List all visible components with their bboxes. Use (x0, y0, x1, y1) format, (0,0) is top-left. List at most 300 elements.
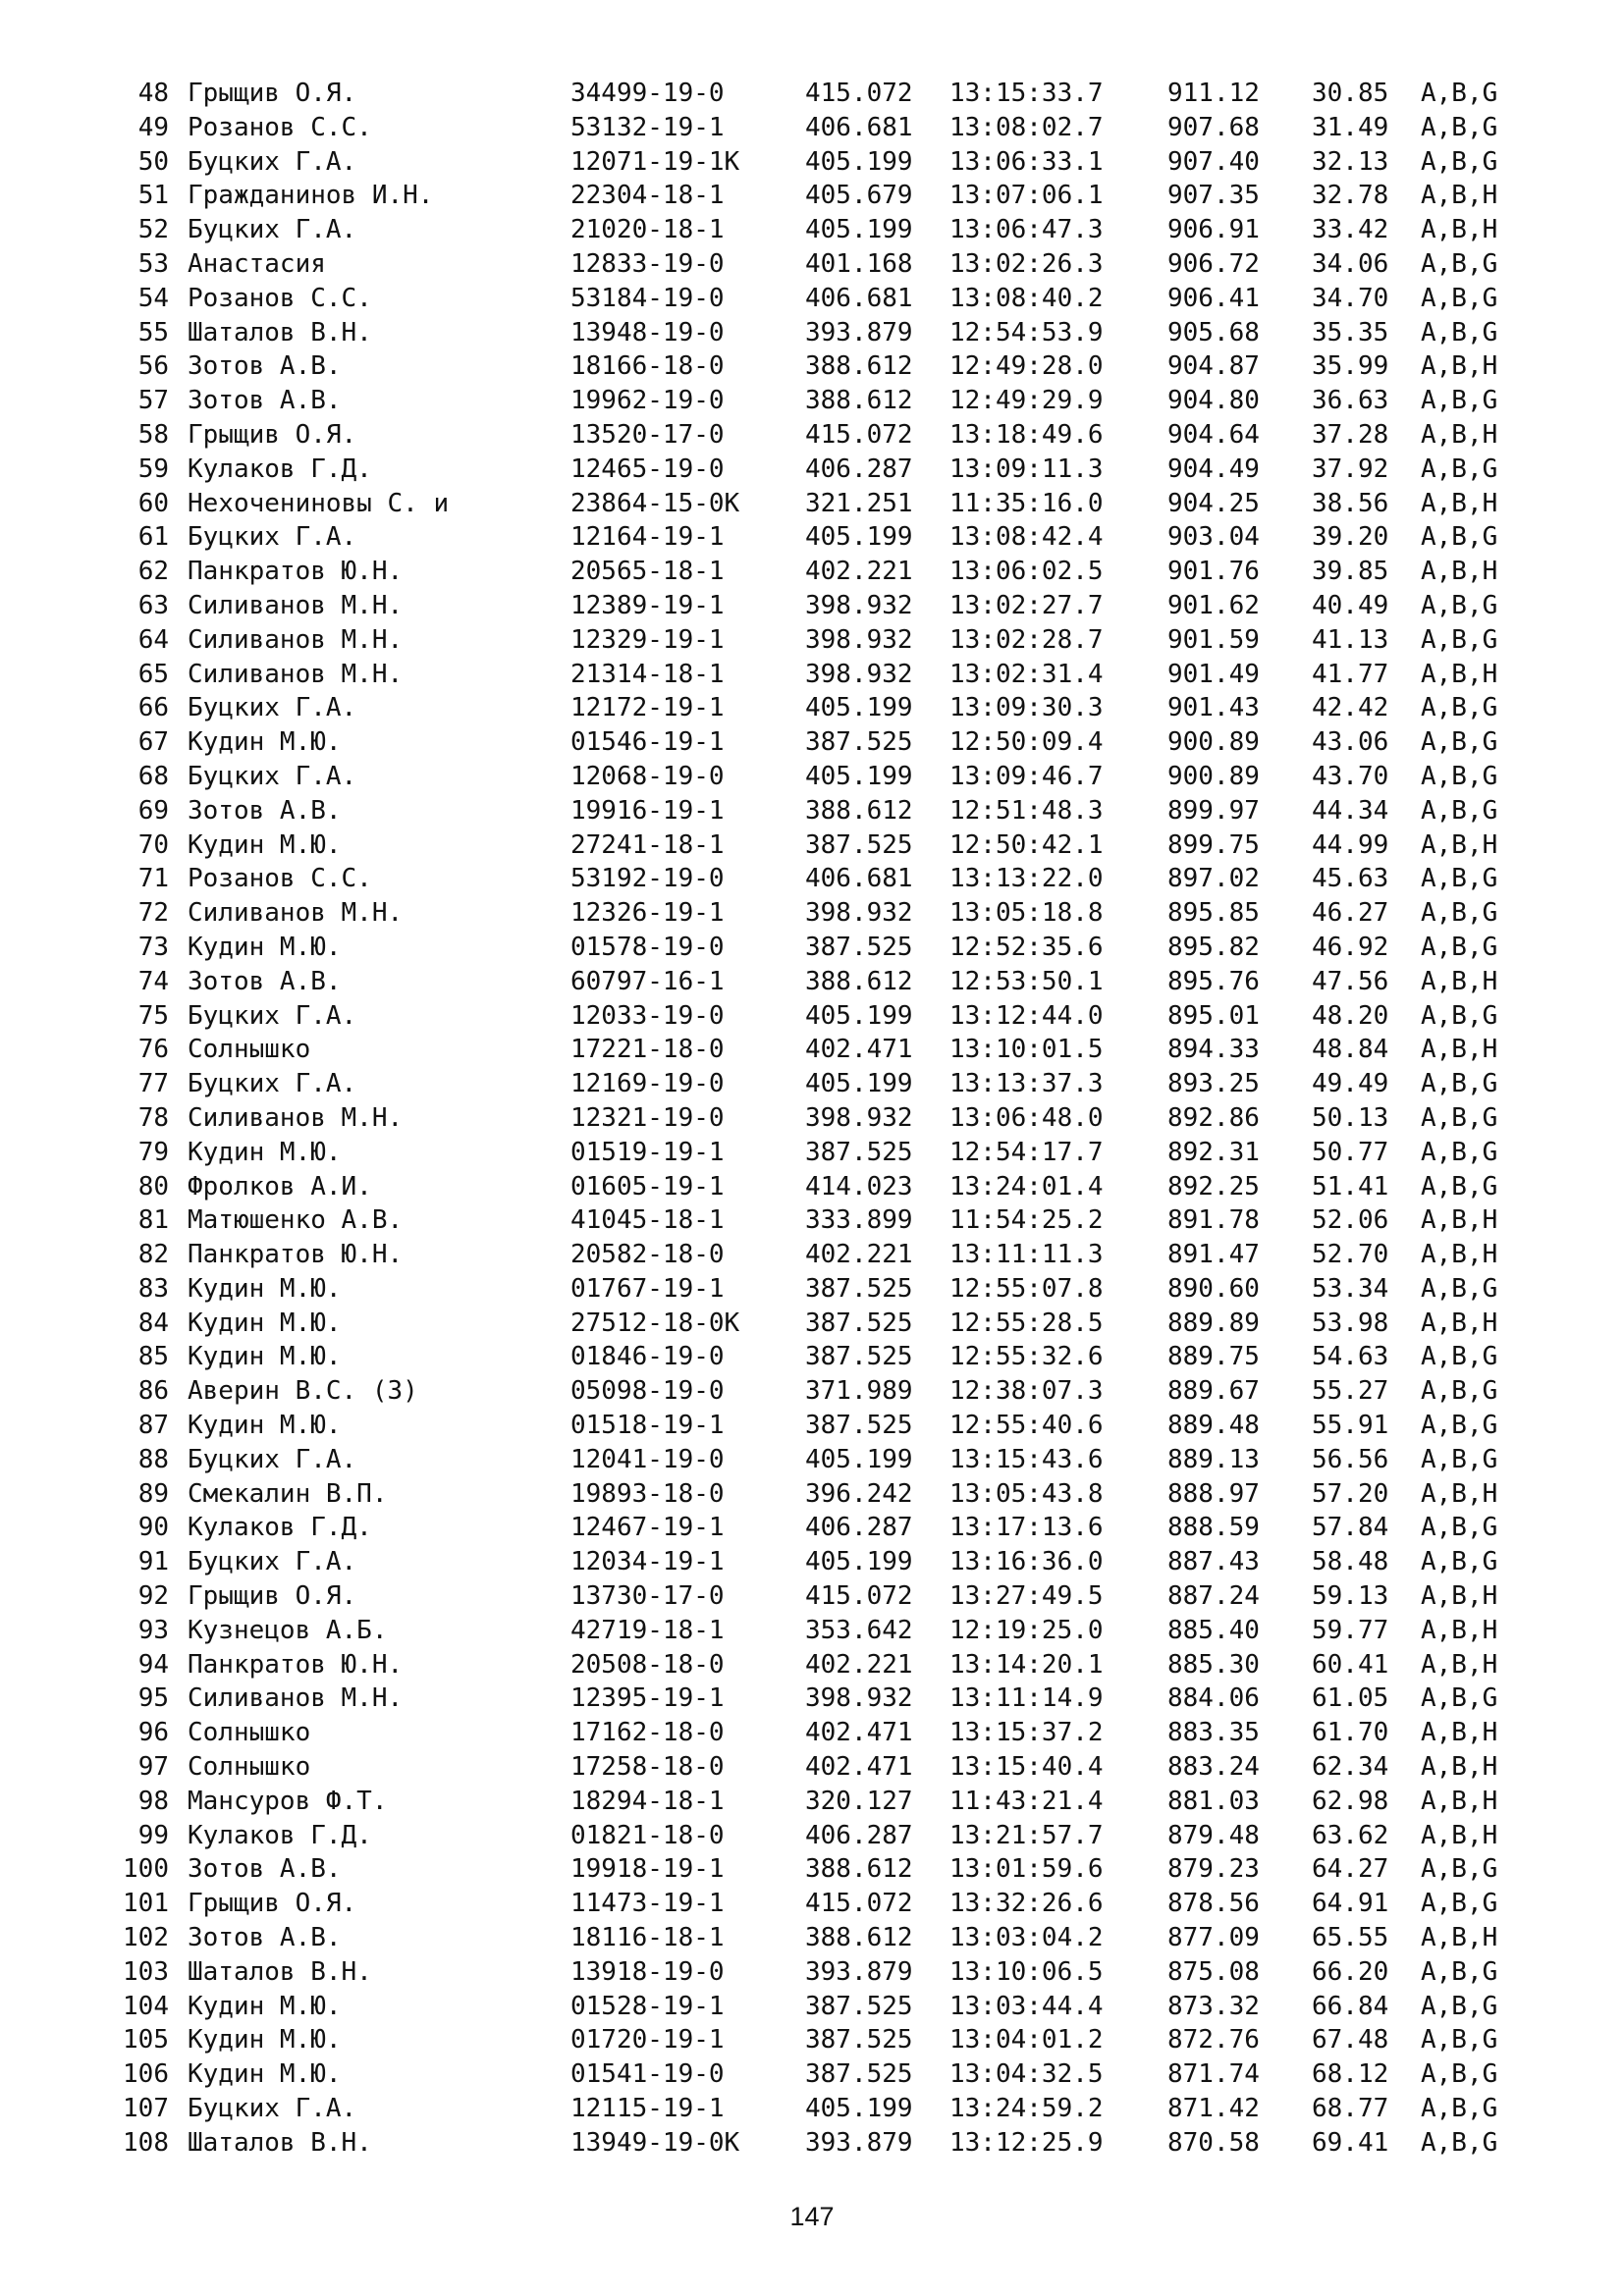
ring-number: 12329-19-1 (570, 624, 725, 655)
distance: 405.679 (805, 181, 913, 211)
fancier-name: Зотов А.В. (188, 966, 342, 996)
ring-number: 21020-18-1 (570, 215, 725, 245)
table-row (0, 349, 1624, 384)
table-row (0, 1170, 1624, 1204)
classes: A,B,G (1421, 1000, 1498, 1031)
row-number: 62 (137, 557, 169, 587)
speed: 906.91 (1167, 215, 1260, 245)
coefficient: 62.34 (1312, 1752, 1389, 1783)
speed: 906.41 (1167, 283, 1260, 313)
arrival-time: 13:24:59.2 (949, 2094, 1104, 2124)
row-number: 86 (137, 1376, 169, 1407)
classes: A,B,H (1421, 1752, 1498, 1783)
table-row (0, 1067, 1624, 1101)
arrival-time: 13:13:22.0 (949, 864, 1104, 894)
classes: A,B,G (1421, 2094, 1498, 2124)
classes: A,B,H (1421, 1240, 1498, 1270)
page-number: 147 (789, 2202, 835, 2231)
coefficient: 61.70 (1312, 1718, 1389, 1748)
classes: A,B,G (1421, 1411, 1498, 1441)
fancier-name: Розанов С.С. (188, 283, 372, 313)
table-row (0, 111, 1624, 145)
table-row (0, 2126, 1624, 2161)
ring-number: 22304-18-1 (570, 181, 725, 211)
row-number: 82 (137, 1240, 169, 1270)
classes: A,B,H (1421, 181, 1498, 211)
table-row (0, 1716, 1624, 1750)
ring-number: 12169-19-0 (570, 1069, 725, 1099)
arrival-time: 12:55:28.5 (949, 1308, 1104, 1338)
ring-number: 01518-19-1 (570, 1411, 725, 1441)
coefficient: 40.49 (1312, 590, 1389, 620)
distance: 398.932 (805, 1683, 913, 1714)
classes: A,B,H (1421, 1308, 1498, 1338)
speed: 883.35 (1167, 1718, 1260, 1748)
classes: A,B,G (1421, 932, 1498, 962)
fancier-name: Буцких Г.А. (188, 1444, 357, 1474)
ring-number: 01578-19-0 (570, 932, 725, 962)
ring-number: 12321-19-0 (570, 1102, 725, 1133)
coefficient: 35.99 (1312, 351, 1389, 382)
classes: A,B,G (1421, 112, 1498, 142)
arrival-time: 13:09:11.3 (949, 454, 1104, 484)
fancier-name: Кулаков Г.Д. (188, 1820, 372, 1850)
coefficient: 48.84 (1312, 1035, 1389, 1065)
table-row (0, 2092, 1624, 2126)
fancier-name: Кудин М.Ю. (188, 829, 342, 860)
classes: A,B,G (1421, 795, 1498, 826)
arrival-time: 13:15:40.4 (949, 1752, 1104, 1783)
ring-number: 18294-18-1 (570, 1786, 725, 1816)
row-number: 99 (137, 1820, 169, 1850)
ring-number: 01846-19-0 (570, 1342, 725, 1372)
classes: A,B,H (1421, 1923, 1498, 1953)
coefficient: 32.13 (1312, 146, 1389, 177)
ring-number: 12115-19-1 (570, 2094, 725, 2124)
distance: 414.023 (805, 1171, 913, 1201)
row-number: 68 (137, 761, 169, 791)
speed: 907.40 (1167, 146, 1260, 177)
row-number: 70 (137, 829, 169, 860)
table-row (0, 1272, 1624, 1307)
coefficient: 61.05 (1312, 1683, 1389, 1714)
ring-number: 12164-19-1 (570, 522, 725, 553)
arrival-time: 12:54:17.7 (949, 1137, 1104, 1167)
arrival-time: 12:38:07.3 (949, 1376, 1104, 1407)
distance: 388.612 (805, 386, 913, 416)
arrival-time: 13:13:37.3 (949, 1069, 1104, 1099)
table-row (0, 1852, 1624, 1887)
classes: A,B,G (1421, 727, 1498, 758)
distance: 405.199 (805, 146, 913, 177)
ring-number: 60797-16-1 (570, 966, 725, 996)
coefficient: 51.41 (1312, 1171, 1389, 1201)
coefficient: 34.70 (1312, 283, 1389, 313)
coefficient: 58.48 (1312, 1547, 1389, 1577)
fancier-name: Кудин М.Ю. (188, 1342, 342, 1372)
coefficient: 68.12 (1312, 2059, 1389, 2090)
ring-number: 13949-19-0K (570, 2127, 740, 2158)
row-number: 53 (137, 248, 169, 279)
coefficient: 32.78 (1312, 181, 1389, 211)
arrival-time: 13:21:57.7 (949, 1820, 1104, 1850)
fancier-name: Грыщив О.Я. (188, 79, 357, 108)
speed: 899.75 (1167, 829, 1260, 860)
coefficient: 69.41 (1312, 2127, 1389, 2158)
classes: A,B,H (1421, 1205, 1498, 1236)
ring-number: 12389-19-1 (570, 590, 725, 620)
arrival-time: 13:18:49.6 (949, 419, 1104, 450)
coefficient: 59.13 (1312, 1581, 1389, 1612)
table-row (0, 384, 1624, 418)
classes: A,B,H (1421, 1478, 1498, 1509)
arrival-time: 12:55:07.8 (949, 1273, 1104, 1304)
coefficient: 39.20 (1312, 522, 1389, 553)
classes: A,B,H (1421, 1820, 1498, 1850)
speed: 900.89 (1167, 761, 1260, 791)
fancier-name: Нехочениновы С. и (188, 488, 450, 518)
ring-number: 41045-18-1 (570, 1205, 725, 1236)
table-row (0, 1511, 1624, 1545)
distance: 320.127 (805, 1786, 913, 1816)
row-number: 91 (137, 1547, 169, 1577)
classes: A,B,H (1421, 215, 1498, 245)
ring-number: 13948-19-0 (570, 317, 725, 347)
classes: A,B,G (1421, 1854, 1498, 1885)
table-row (0, 1955, 1624, 1990)
row-number: 87 (137, 1411, 169, 1441)
ring-number: 42719-18-1 (570, 1615, 725, 1645)
arrival-time: 13:11:14.9 (949, 1683, 1104, 1714)
fancier-name: Силиванов М.Н. (188, 1683, 404, 1714)
classes: A,B,G (1421, 1889, 1498, 1919)
speed: 891.78 (1167, 1205, 1260, 1236)
speed: 904.64 (1167, 419, 1260, 450)
row-number: 85 (137, 1342, 169, 1372)
fancier-name: Буцких Г.А. (188, 693, 357, 723)
classes: A,B,G (1421, 1956, 1498, 1987)
row-number: 64 (137, 624, 169, 655)
arrival-time: 13:06:02.5 (949, 557, 1104, 587)
ring-number: 27241-18-1 (570, 829, 725, 860)
classes: A,B,H (1421, 1786, 1498, 1816)
arrival-time: 13:12:44.0 (949, 1000, 1104, 1031)
speed: 878.56 (1167, 1889, 1260, 1919)
speed: 901.59 (1167, 624, 1260, 655)
classes: A,B,H (1421, 351, 1498, 382)
arrival-time: 13:10:01.5 (949, 1035, 1104, 1065)
speed: 885.30 (1167, 1649, 1260, 1680)
classes: A,B,H (1421, 659, 1498, 689)
ring-number: 12326-19-1 (570, 898, 725, 929)
fancier-name: Силиванов М.Н. (188, 624, 404, 655)
arrival-time: 13:03:44.4 (949, 1991, 1104, 2021)
fancier-name: Силиванов М.Н. (188, 590, 404, 620)
fancier-name: Панкратов Ю.Н. (188, 557, 404, 587)
fancier-name: Солнышко (188, 1718, 311, 1748)
arrival-time: 12:19:25.0 (949, 1615, 1104, 1645)
classes: A,B,G (1421, 386, 1498, 416)
table-row (0, 828, 1624, 863)
row-number: 90 (137, 1513, 169, 1543)
classes: A,B,G (1421, 1273, 1498, 1304)
fancier-name: Розанов С.С. (188, 112, 372, 142)
fancier-name: Зотов А.В. (188, 1854, 342, 1885)
classes: A,B,G (1421, 454, 1498, 484)
arrival-time: 13:16:36.0 (949, 1547, 1104, 1577)
fancier-name: Зотов А.В. (188, 386, 342, 416)
arrival-time: 13:02:31.4 (949, 659, 1104, 689)
coefficient: 57.20 (1312, 1478, 1389, 1509)
coefficient: 46.92 (1312, 932, 1389, 962)
coefficient: 47.56 (1312, 966, 1389, 996)
speed: 884.06 (1167, 1683, 1260, 1714)
classes: A,B,H (1421, 829, 1498, 860)
speed: 905.68 (1167, 317, 1260, 347)
speed: 883.24 (1167, 1752, 1260, 1783)
arrival-time: 13:07:06.1 (949, 181, 1104, 211)
table-row (0, 999, 1624, 1034)
fancier-name: Фролков А.И. (188, 1171, 372, 1201)
row-number: 55 (137, 317, 169, 347)
table-row (0, 896, 1624, 931)
row-number: 101 (123, 1889, 169, 1919)
arrival-time: 13:08:42.4 (949, 522, 1104, 553)
row-number: 67 (137, 727, 169, 758)
fancier-name: Гражданинов И.Н. (188, 181, 434, 211)
ring-number: 01546-19-1 (570, 727, 725, 758)
row-number: 103 (123, 1956, 169, 1987)
arrival-time: 11:43:21.4 (949, 1786, 1104, 1816)
coefficient: 68.77 (1312, 2094, 1389, 2124)
fancier-name: Панкратов Ю.Н. (188, 1649, 404, 1680)
speed: 895.01 (1167, 1000, 1260, 1031)
classes: A,B,G (1421, 1513, 1498, 1543)
speed: 889.48 (1167, 1411, 1260, 1441)
table-row (0, 316, 1624, 350)
row-number: 97 (137, 1752, 169, 1783)
classes: A,B,G (1421, 2127, 1498, 2158)
distance: 406.681 (805, 283, 913, 313)
distance: 405.199 (805, 761, 913, 791)
speed: 888.97 (1167, 1478, 1260, 1509)
distance: 405.199 (805, 1000, 913, 1031)
arrival-time: 13:04:01.2 (949, 2025, 1104, 2056)
table-row (0, 282, 1624, 316)
coefficient: 65.55 (1312, 1923, 1389, 1953)
distance: 405.199 (805, 693, 913, 723)
speed: 881.03 (1167, 1786, 1260, 1816)
speed: 889.13 (1167, 1444, 1260, 1474)
distance: 387.525 (805, 1273, 913, 1304)
fancier-name: Силиванов М.Н. (188, 659, 404, 689)
fancier-name: Буцких Г.А. (188, 1547, 357, 1577)
ring-number: 20565-18-1 (570, 557, 725, 587)
row-number: 78 (137, 1102, 169, 1133)
fancier-name: Шаталов В.Н. (188, 317, 372, 347)
table-row (0, 2023, 1624, 2057)
classes: A,B,H (1421, 966, 1498, 996)
distance: 406.681 (805, 864, 913, 894)
arrival-time: 13:06:47.3 (949, 215, 1104, 245)
ring-number: 12071-19-1K (570, 146, 740, 177)
ring-number: 01519-19-1 (570, 1137, 725, 1167)
distance: 398.932 (805, 624, 913, 655)
classes: A,B,G (1421, 79, 1498, 108)
coefficient: 31.49 (1312, 112, 1389, 142)
row-number: 48 (137, 79, 169, 108)
distance: 415.072 (805, 1889, 913, 1919)
arrival-time: 12:49:28.0 (949, 351, 1104, 382)
classes: A,B,G (1421, 317, 1498, 347)
fancier-name: Анастасия (188, 248, 326, 279)
coefficient: 59.77 (1312, 1615, 1389, 1645)
table-row (0, 725, 1624, 760)
arrival-time: 11:54:25.2 (949, 1205, 1104, 1236)
classes: A,B,H (1421, 488, 1498, 518)
distance: 415.072 (805, 419, 913, 450)
distance: 333.899 (805, 1205, 913, 1236)
ring-number: 01767-19-1 (570, 1273, 725, 1304)
ring-number: 19962-19-0 (570, 386, 725, 416)
classes: A,B,G (1421, 2025, 1498, 2056)
coefficient: 43.06 (1312, 727, 1389, 758)
speed: 879.48 (1167, 1820, 1260, 1850)
ring-number: 01821-18-0 (570, 1820, 725, 1850)
distance: 405.199 (805, 215, 913, 245)
fancier-name: Зотов А.В. (188, 795, 342, 826)
speed: 873.32 (1167, 1991, 1260, 2021)
row-number: 100 (123, 1854, 169, 1885)
distance: 401.168 (805, 248, 913, 279)
table-row (0, 658, 1624, 692)
speed: 885.40 (1167, 1615, 1260, 1645)
distance: 402.471 (805, 1718, 913, 1748)
coefficient: 55.27 (1312, 1376, 1389, 1407)
coefficient: 60.41 (1312, 1649, 1389, 1680)
ring-number: 53132-19-1 (570, 112, 725, 142)
fancier-name: Кудин М.Ю. (188, 1991, 342, 2021)
speed: 871.74 (1167, 2059, 1260, 2090)
arrival-time: 12:50:09.4 (949, 727, 1104, 758)
arrival-time: 13:06:33.1 (949, 146, 1104, 177)
table-row (0, 862, 1624, 896)
table-row (0, 418, 1624, 453)
distance: 388.612 (805, 351, 913, 382)
ring-number: 12395-19-1 (570, 1683, 725, 1714)
classes: A,B,G (1421, 1376, 1498, 1407)
arrival-time: 13:06:48.0 (949, 1102, 1104, 1133)
classes: A,B,G (1421, 693, 1498, 723)
ring-number: 01528-19-1 (570, 1991, 725, 2021)
coefficient: 64.91 (1312, 1889, 1389, 1919)
fancier-name: Буцких Г.А. (188, 1069, 357, 1099)
ring-number: 12041-19-0 (570, 1444, 725, 1474)
classes: A,B,H (1421, 1035, 1498, 1065)
speed: 904.25 (1167, 488, 1260, 518)
speed: 895.76 (1167, 966, 1260, 996)
row-number: 49 (137, 112, 169, 142)
speed: 897.02 (1167, 864, 1260, 894)
coefficient: 49.49 (1312, 1069, 1389, 1099)
fancier-name: Кудин М.Ю. (188, 2025, 342, 2056)
fancier-name: Грыщив О.Я. (188, 1889, 357, 1919)
coefficient: 33.42 (1312, 215, 1389, 245)
classes: A,B,G (1421, 898, 1498, 929)
distance: 388.612 (805, 966, 913, 996)
row-number: 60 (137, 488, 169, 518)
ring-number: 12034-19-1 (570, 1547, 725, 1577)
coefficient: 45.63 (1312, 864, 1389, 894)
coefficient: 34.06 (1312, 248, 1389, 279)
fancier-name: Кулаков Г.Д. (188, 454, 372, 484)
table-row (0, 1990, 1624, 2024)
row-number: 59 (137, 454, 169, 484)
distance: 406.287 (805, 1513, 913, 1543)
ring-number: 11473-19-1 (570, 1889, 725, 1919)
row-number: 105 (123, 2025, 169, 2056)
table-row (0, 1033, 1624, 1067)
classes: A,B,G (1421, 1102, 1498, 1133)
ring-number: 19893-18-0 (570, 1478, 725, 1509)
arrival-time: 12:49:29.9 (949, 386, 1104, 416)
row-number: 58 (137, 419, 169, 450)
arrival-time: 12:51:48.3 (949, 795, 1104, 826)
table-row (0, 520, 1624, 555)
ring-number: 01605-19-1 (570, 1171, 725, 1201)
classes: A,B,G (1421, 1171, 1498, 1201)
row-number: 88 (137, 1444, 169, 1474)
fancier-name: Кудин М.Ю. (188, 1273, 342, 1304)
table-row (0, 1750, 1624, 1785)
arrival-time: 13:05:18.8 (949, 898, 1104, 929)
ring-number: 20582-18-0 (570, 1240, 725, 1270)
arrival-time: 13:15:33.7 (949, 79, 1104, 108)
classes: A,B,G (1421, 1547, 1498, 1577)
arrival-time: 13:24:01.4 (949, 1171, 1104, 1201)
distance: 402.221 (805, 557, 913, 587)
classes: A,B,G (1421, 2059, 1498, 2090)
row-number: 51 (137, 181, 169, 211)
coefficient: 53.34 (1312, 1273, 1389, 1304)
table-row (0, 453, 1624, 487)
speed: 900.89 (1167, 727, 1260, 758)
classes: A,B,H (1421, 1649, 1498, 1680)
ring-number: 21314-18-1 (570, 659, 725, 689)
table-row (0, 794, 1624, 828)
fancier-name: Кудин М.Ю. (188, 1411, 342, 1441)
table-row (0, 247, 1624, 282)
arrival-time: 11:35:16.0 (949, 488, 1104, 518)
arrival-time: 12:52:35.6 (949, 932, 1104, 962)
speed: 872.76 (1167, 2025, 1260, 2056)
speed: 907.35 (1167, 181, 1260, 211)
speed: 870.58 (1167, 2127, 1260, 2158)
row-number: 52 (137, 215, 169, 245)
arrival-time: 12:55:32.6 (949, 1342, 1104, 1372)
distance: 387.525 (805, 1137, 913, 1167)
row-number: 80 (137, 1171, 169, 1201)
row-number: 77 (137, 1069, 169, 1099)
speed: 893.25 (1167, 1069, 1260, 1099)
ring-number: 12172-19-1 (570, 693, 725, 723)
speed: 888.59 (1167, 1513, 1260, 1543)
classes: A,B,G (1421, 1069, 1498, 1099)
distance: 393.879 (805, 1956, 913, 1987)
row-number: 96 (137, 1718, 169, 1748)
table-row (0, 1921, 1624, 1955)
coefficient: 56.56 (1312, 1444, 1389, 1474)
